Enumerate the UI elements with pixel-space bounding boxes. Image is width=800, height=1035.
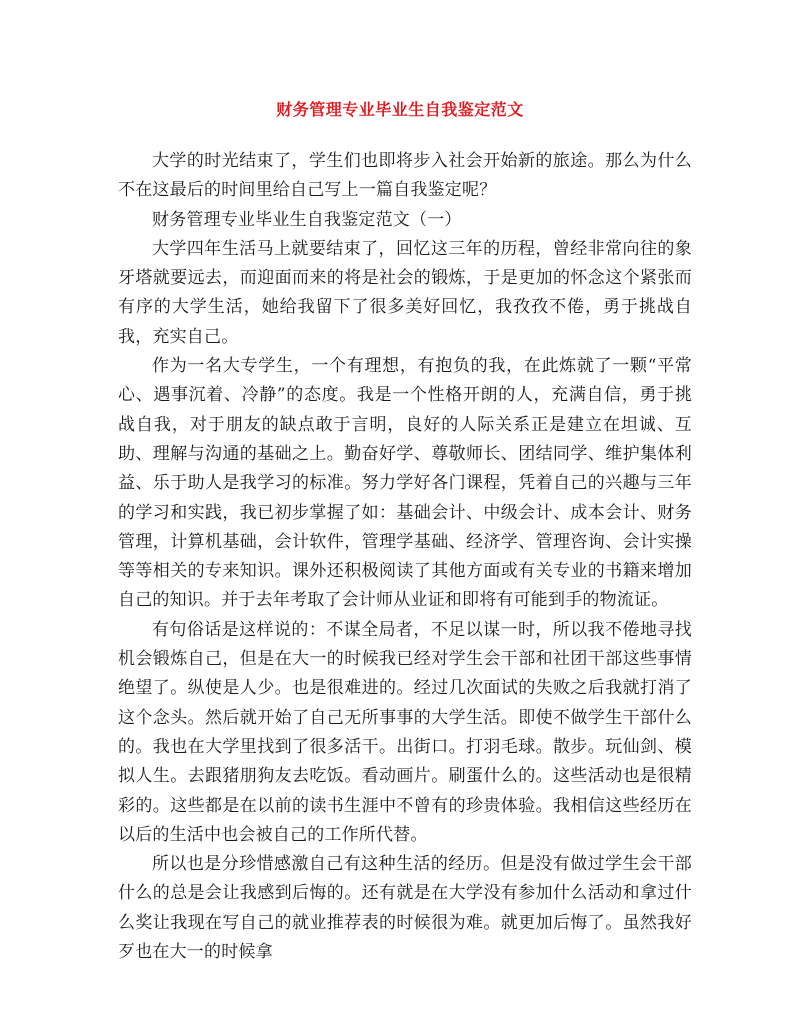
paragraph-4: 所以也是分珍惜感激自己有这种生活的经历。但是没有做过学生会干部什么的总是会让我感到后悔的。还有就是在大学没有参加什么活动和拿过什么奖让我现在写自己的就业推荐表的时候很为难。就更加后悔了。虽然我好歹也在大一的时候拿	[118, 854, 692, 963]
document-body	[118, 147, 692, 967]
paragraph-3: 有句俗话是这样说的：不谋全局者，不足以谋一时，所以我不倦地寻找机会锻炼自己，但是在大一的时候我已经对学生会干部和社团干部这些事情绝望了。纵使是人少。也是很难进的。经过几次面试的失败之后我就打消了这个念头。然后就开始了自己无所事事的大学生活。即使不做学生干部什么的。我也在大学里找到了很多活干。出街口。打羽毛球。散步。玩仙剑、模拟人生。去跟猪朋狗友去吃饭。看动画片。刷蛋什么的。这些活动也是很精彩的。这些都是在以前的读书生涯中不曾有的珍贵体验。我相信这些经历在以后的生活中也会被自己的工作所代替。	[118, 619, 692, 845]
paragraph-intro: 大学的时光结束了，学生们也即将步入社会开始新的旅途。那么为什么不在这最后的时间里给自己写上一篇自我鉴定呢？	[118, 151, 692, 201]
paragraph-2: 作为一名大专学生，一个有理想，有抱负的我，在此炼就了一颗“平常心、遇事沉着、冷静”的态度。我是一个性格开朗的人，充满自信，勇于挑战自我，对于朋友的缺点敢于言明，良好的人际关系正是建立在坦诚、互助、理解与沟通的基础之上。勤奋好学、尊敬师长、团结同学、维护集体利益、乐于助人是我学习的标准。努力学好各门课程，凭着自己的兴趣与三年的学习和实践，我已初步掌握了如：基础会计、中级会计、成本会计、财务管理，计算机基础，会计软件，管理学基础、经济学、管理咨询、会计实操等等相关的专来知识。课外还积极阅读了其他方面或有关专业的书籍来增加自己的知识。并于去年考取了会计师从业证和即将有可能到手的物流证。	[118, 356, 692, 611]
paragraph-subheading: 财务管理专业毕业生自我鉴定范文（一）	[152, 209, 462, 230]
paragraph-1: 大学四年生活马上就要结束了，回忆这三年的历程，曾经非常向往的象牙塔就要远去，而迎面而来的将是社会的锻炼，于是更加的怀念这个紧张而有序的大学生活，她给我留下了很多美好回忆，我孜孜不倦，勇于挑战自我，充实自己。	[118, 238, 692, 347]
document-title: 财务管理专业毕业生自我鉴定范文	[276, 100, 524, 119]
